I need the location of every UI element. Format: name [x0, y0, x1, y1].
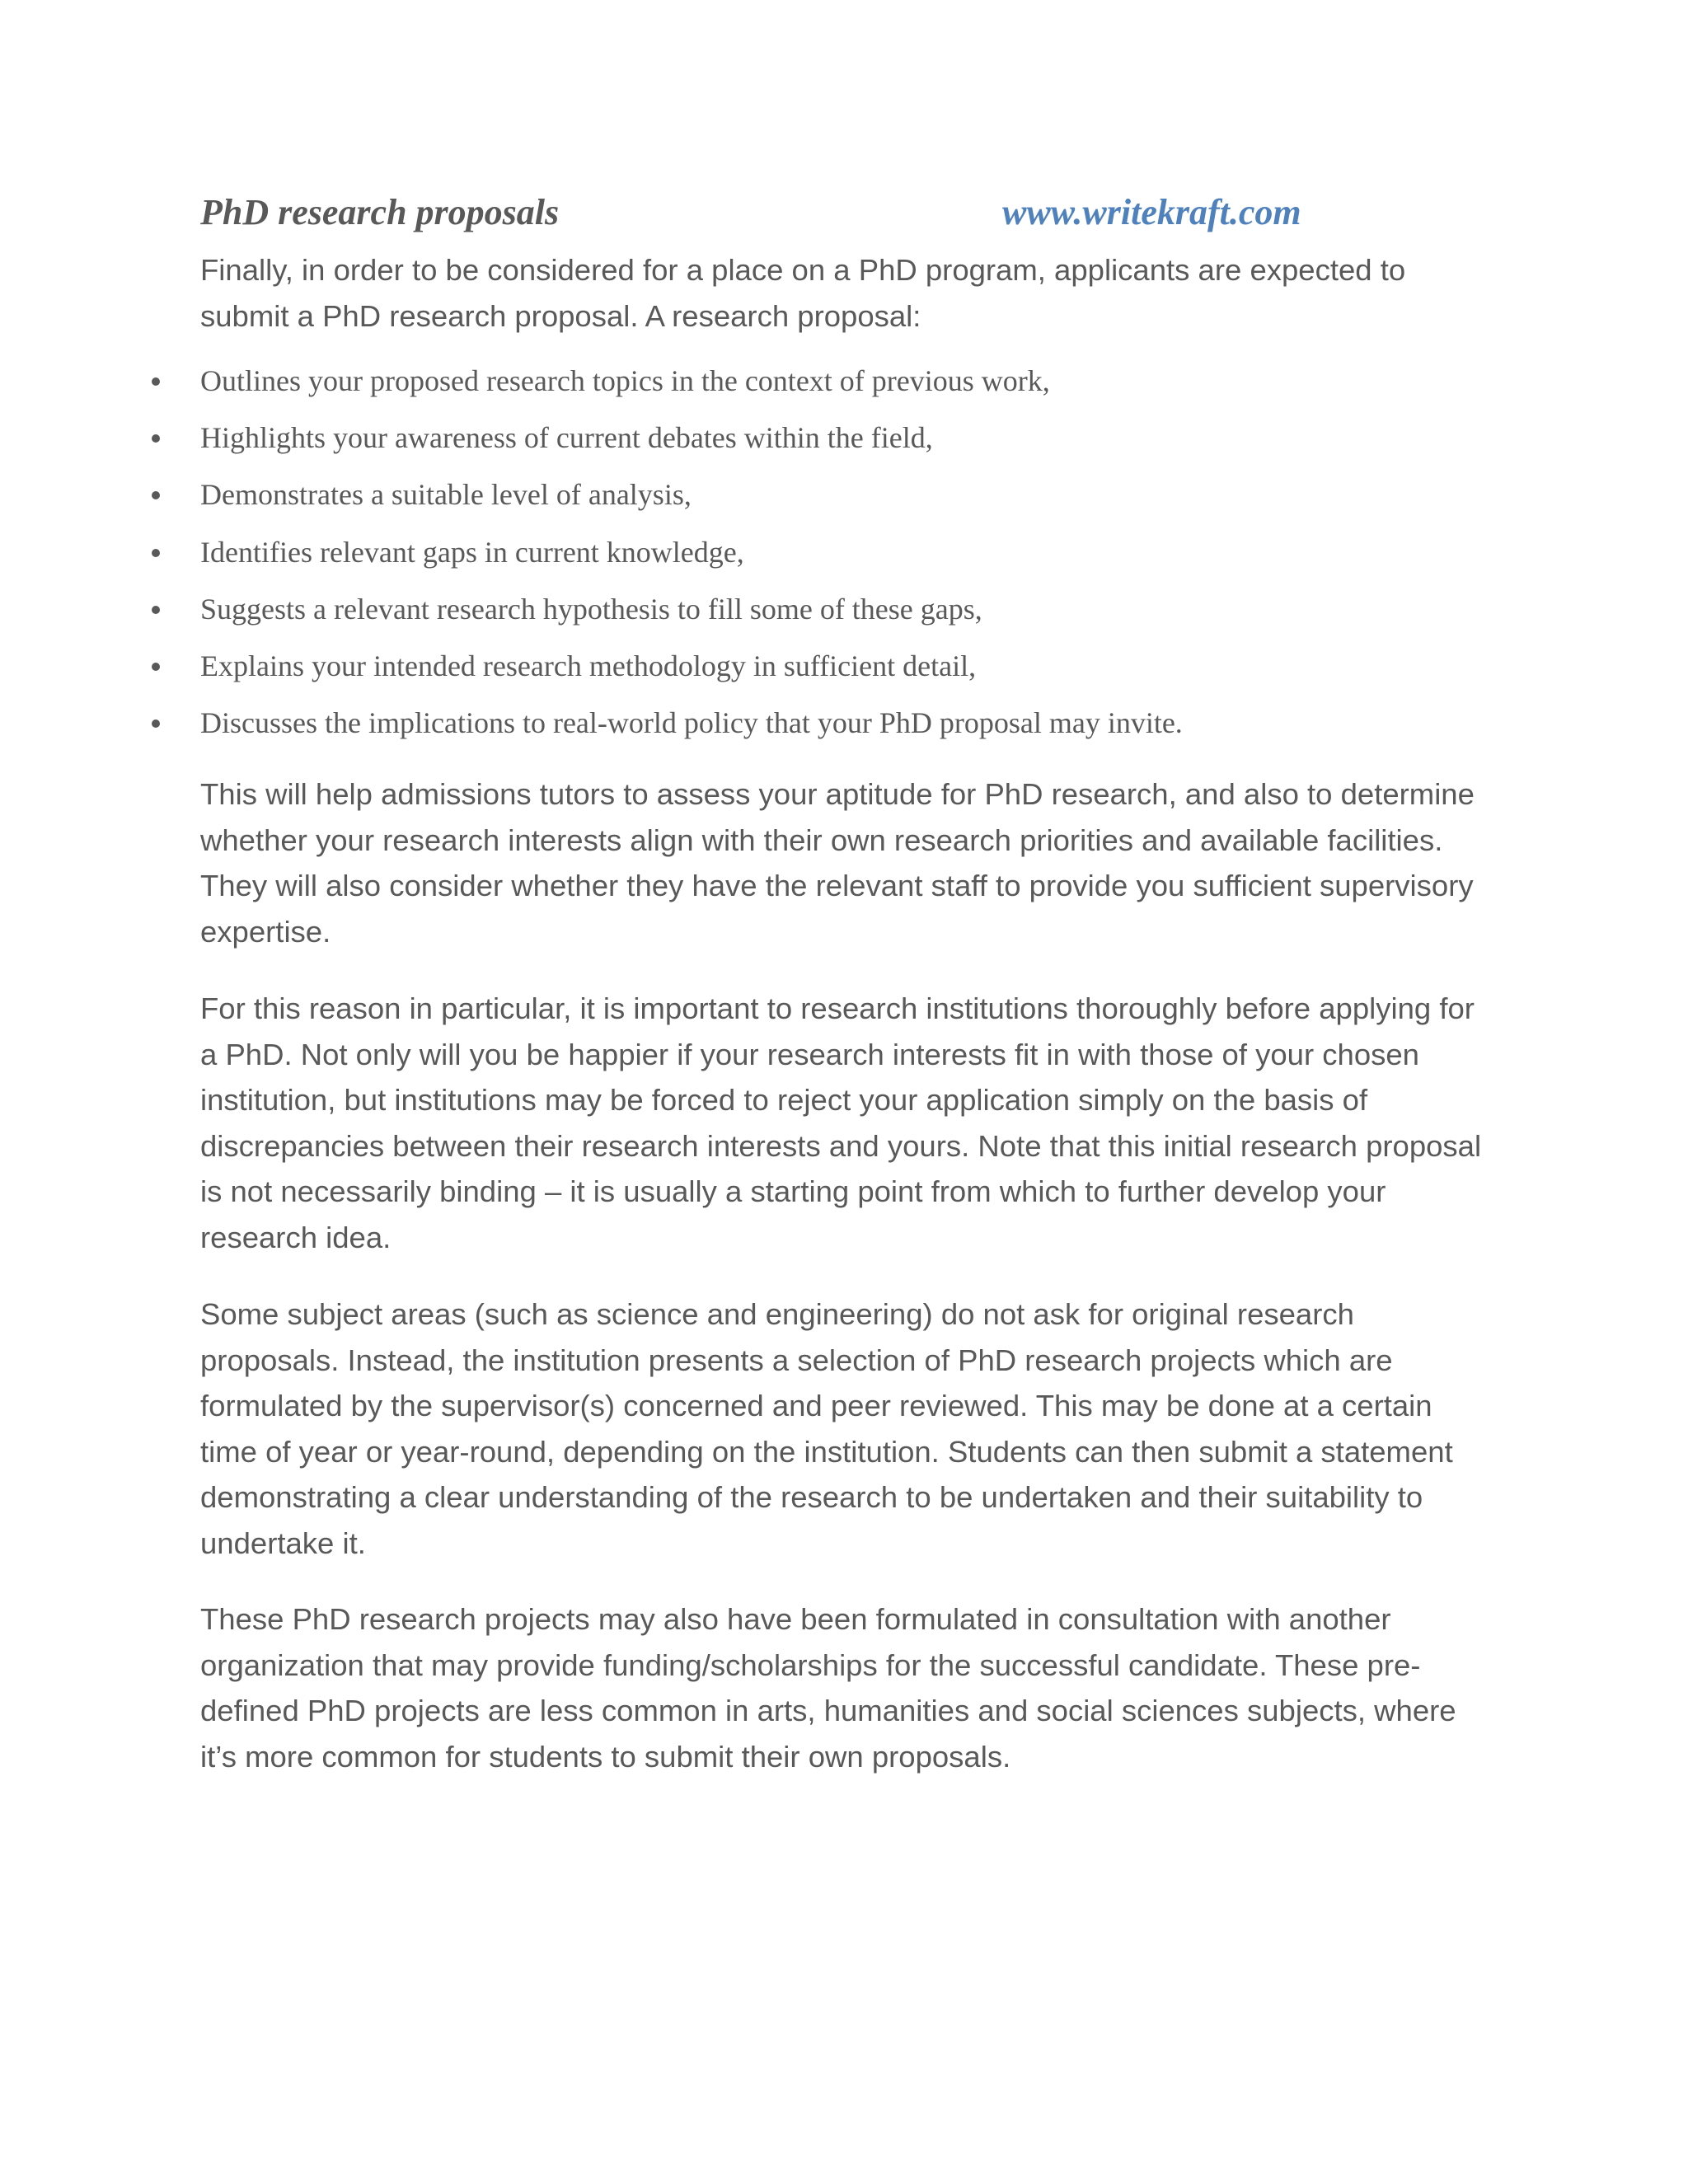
- proposal-bullet-list: [0, 356, 1484, 755]
- website-link[interactable]: www.writekraft.com: [1002, 192, 1301, 232]
- bullet-icon: [152, 549, 160, 557]
- list-item: [0, 413, 1484, 470]
- bullet-icon: [152, 434, 160, 443]
- bullet-icon: [152, 606, 160, 614]
- list-item-text: Highlights your awareness of current debates within the field,: [200, 421, 933, 455]
- list-item: [0, 641, 1484, 698]
- list-item: [0, 698, 1484, 755]
- body-paragraph-subject-areas: Some subject areas (such as science and engineering) do not ask for original research proposals. Instead, the institution presents a selection of PhD research projects which are formulated by the supervisor(s) concerned and peer reviewed. This may be done at a certain time of year or year-round, depending on the institution. Students can then submit a statement demonstrating a clear understanding of the research to be undertaken and their suitability to undertake it.: [200, 1297, 1453, 1560]
- list-item-text: Identifies relevant gaps in current knowledge,: [200, 535, 744, 569]
- body-paragraph-aptitude: This will help admissions tutors to assess your aptitude for PhD research, and also to determine whether your research interests align with their own research priorities and available facilities. They will also consider whether they have the relevant staff to provide you sufficient supervisory expertise.: [200, 777, 1475, 949]
- bullet-icon: [152, 377, 160, 386]
- list-item-text: Explains your intended research methodology in sufficient detail,: [200, 649, 977, 682]
- bullet-icon: [152, 719, 160, 728]
- bullet-icon: [152, 491, 160, 499]
- list-item: [0, 356, 1484, 413]
- list-item: [0, 584, 1484, 641]
- document-header: [200, 191, 1486, 244]
- list-item-text: Suggests a relevant research hypothesis to fill some of these gaps,: [200, 592, 982, 626]
- body-paragraph-funded-projects: These PhD research projects may also have been formulated in consultation with another organization that may provide funding/scholarships for the successful candidate. These pre-defined PhD projects are less common in arts, humanities and social sciences subjects, where it’s more common for students to submit their own proposals.: [200, 1602, 1456, 1774]
- list-item: [0, 527, 1484, 584]
- bullet-icon: [152, 663, 160, 671]
- list-item-text: Discusses the implications to real-world policy that your PhD proposal may invite.: [200, 706, 1183, 740]
- list-item: [0, 470, 1484, 527]
- list-item-text: Demonstrates a suitable level of analysis,: [200, 478, 692, 512]
- document-title: PhD research proposals: [200, 192, 560, 232]
- intro-paragraph: Finally, in order to be considered for a place on a PhD program, applicants are expected to submit a PhD research proposal. A research proposal:: [200, 253, 1406, 333]
- body-paragraph-research-institutions: For this reason in particular, it is important to research institutions thoroughly before applying for a PhD. Not only will you be happier if your research interests fit in with those of your chosen institution, but institutions may be forced to reject your application simply on the basis of discrepancies between their research interests and yours. Note that this initial research proposal is not necessarily binding – it is usually a starting point from which to further develop your research idea.: [200, 991, 1482, 1254]
- list-item-text: Outlines your proposed research topics in the context of previous work,: [200, 364, 1050, 397]
